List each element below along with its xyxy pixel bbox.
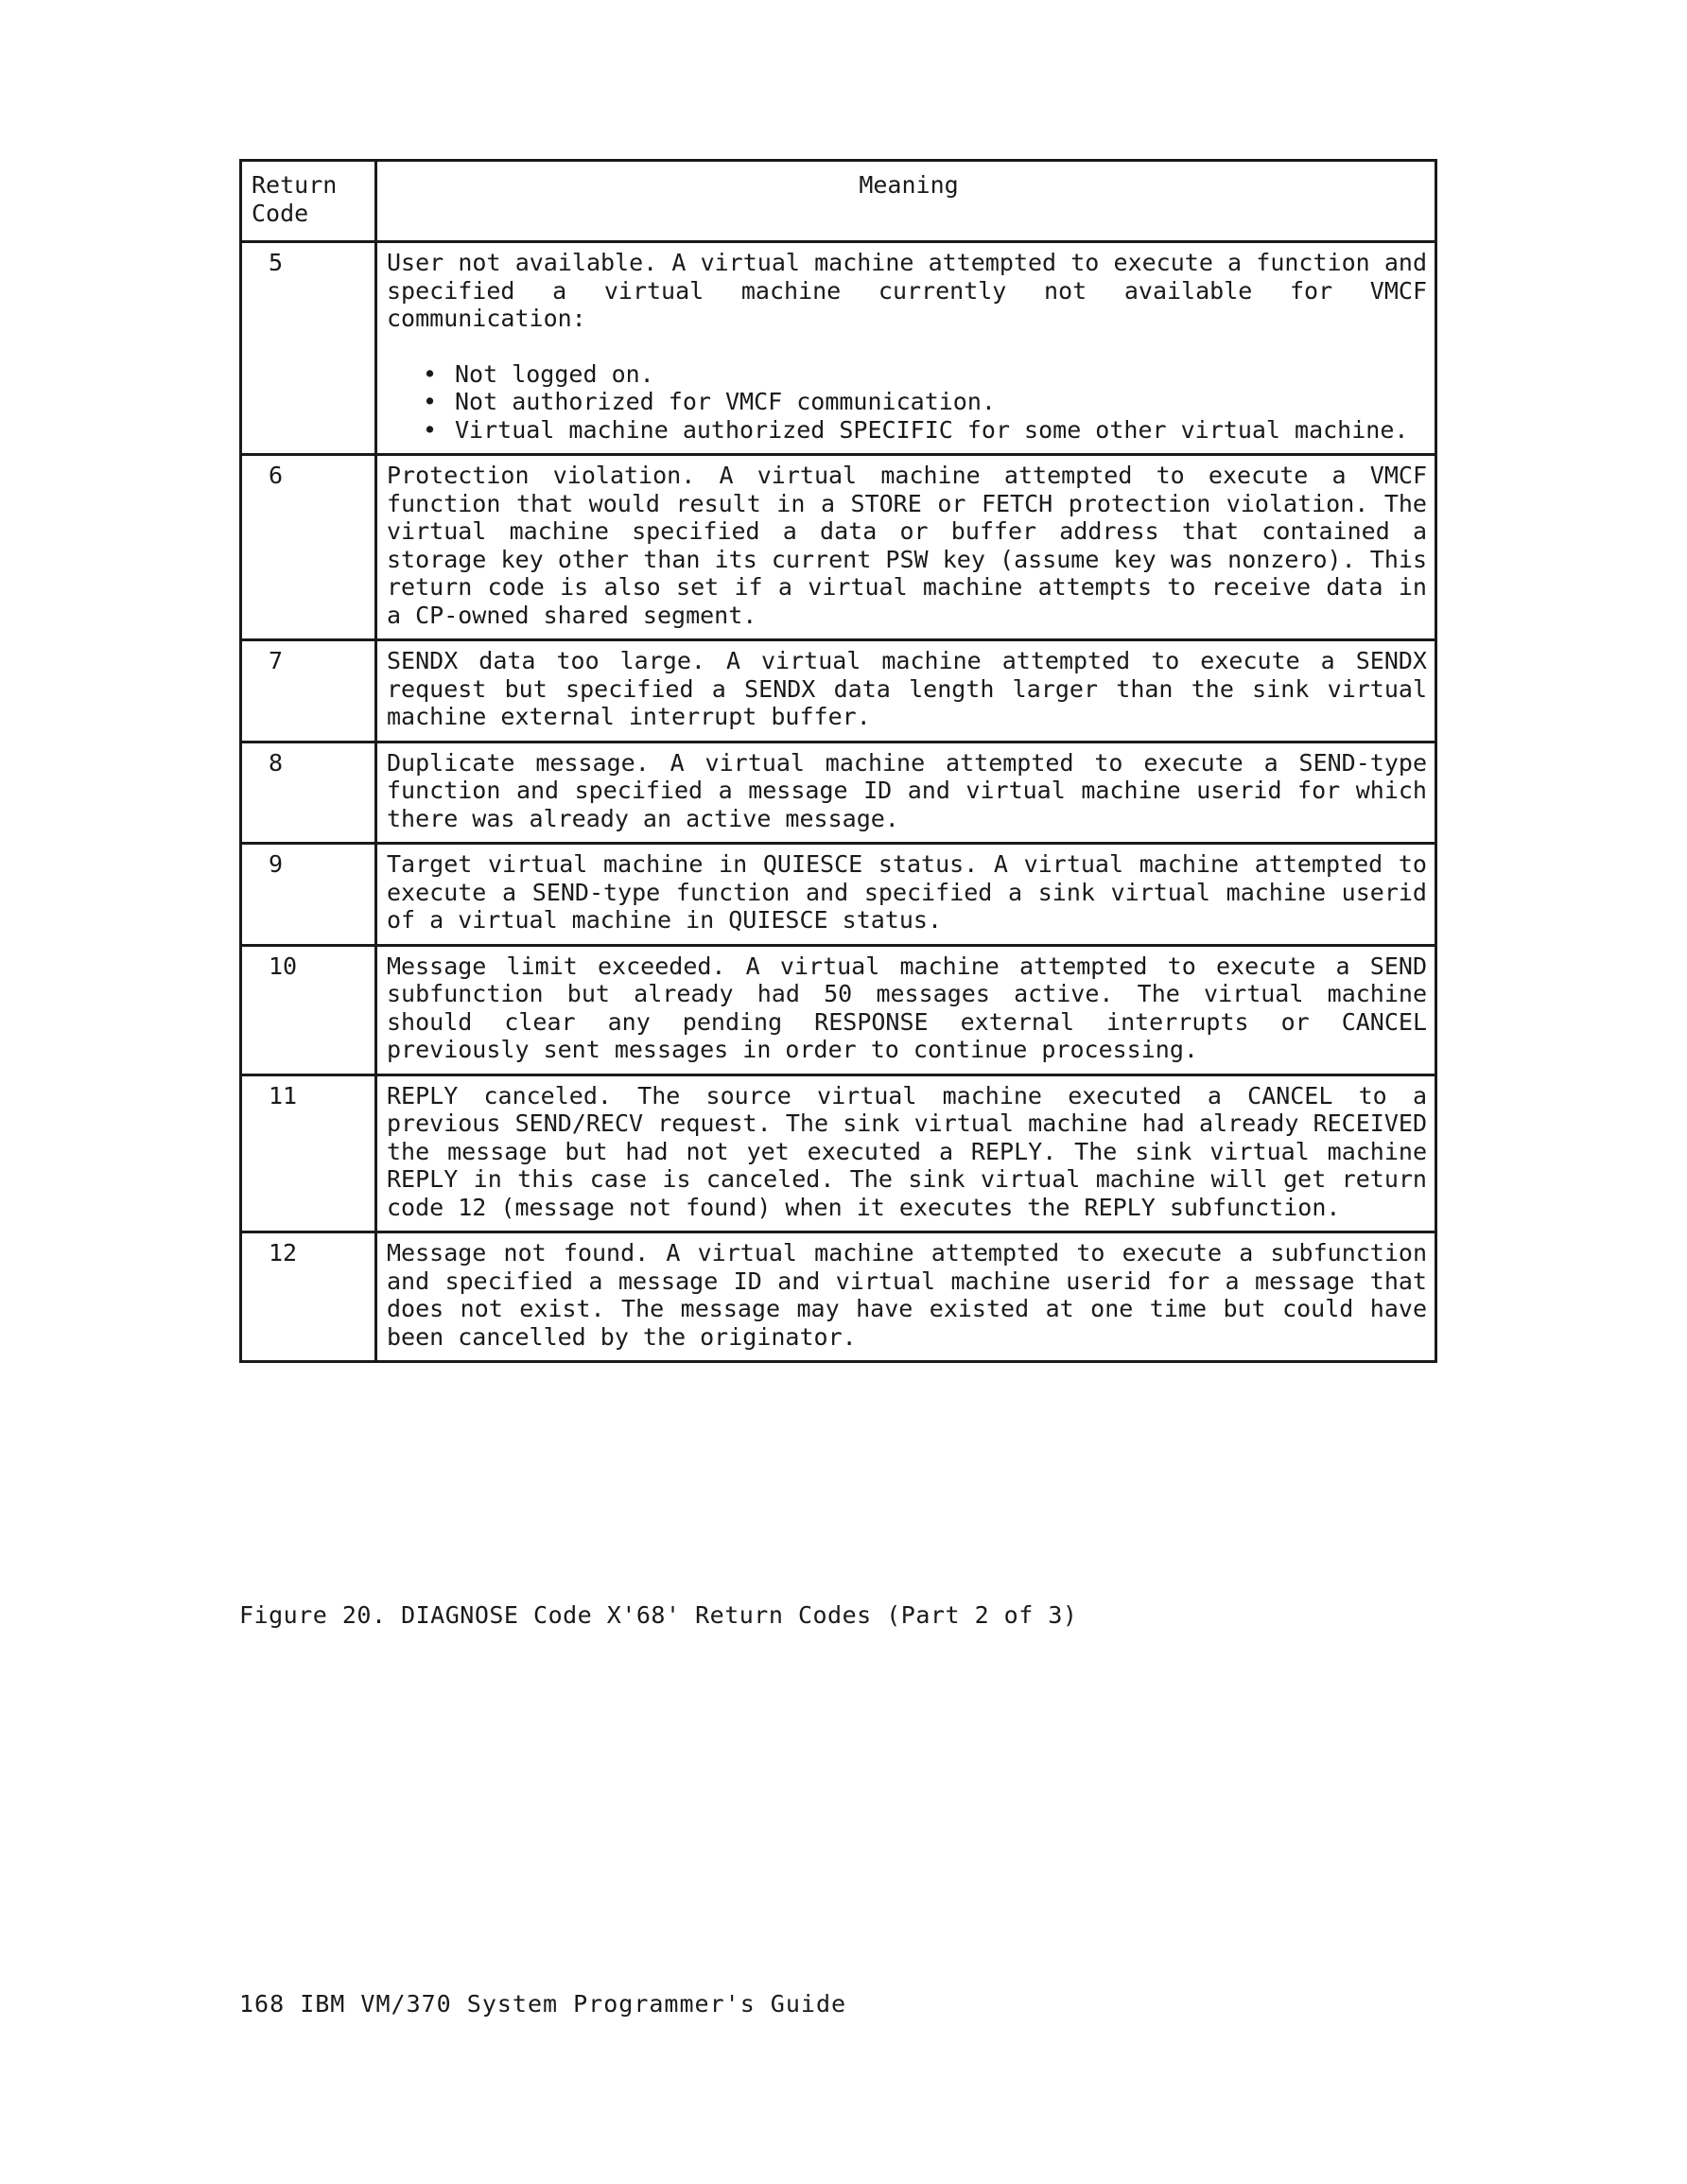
table-row — [241, 1075, 1436, 1232]
meaning-cell: Message not found. A virtual machine attempted to execute a subfunction and specified a message ID and virtual machine userid for a message that does not exist. The message may have existed at one time but could have been cancelled by the originator. — [376, 1232, 1436, 1362]
return-code-cell: 7 — [241, 640, 376, 743]
return-code-cell: 5 — [241, 242, 376, 455]
bullet-item — [423, 359, 1427, 389]
table-row — [241, 1232, 1436, 1362]
meaning-cell: REPLY canceled. The source virtual machine executed a CANCEL to a previous SEND/RECV request. The sink virtual machine had already RECEIVED the message but had not yet executed a REPLY. The sink virtual machine REPLY in this case is canceled. The sink virtual machine will get return code 12 (message not found) when it executes the REPLY subfunction. — [376, 1075, 1436, 1232]
return-code-cell: 10 — [241, 945, 376, 1075]
meaning-column-header: Meaning — [376, 161, 1436, 242]
return-code-column-header: Return Code — [241, 161, 376, 242]
bullet-item — [423, 388, 1427, 416]
meaning-cell: Target virtual machine in QUIESCE status. A virtual machine attempted to execute a SEND-type function and specified a sink virtual machine userid of a virtual machine in QUIESCE status. — [376, 844, 1436, 946]
bullet-icon: • — [423, 388, 438, 415]
return-code-cell: 6 — [241, 455, 376, 640]
bullet-text: Virtual machine authorized SPECIFIC for some other virtual machine. — [455, 415, 1409, 444]
meaning-cell: Protection violation. A virtual machine attempted to execute a VMCF function that would result in a STORE or FETCH protection violation. The virtual machine specified a data or buffer address that contained a storage key other than its current PSW key (assume key was nonzero). This return code is also set if a virtual machine attempts to receive data in a CP-owned shared segment. — [376, 455, 1436, 640]
return-code-cell: 9 — [241, 844, 376, 946]
bullet-icon: • — [423, 415, 438, 444]
return-codes-table — [239, 159, 1437, 1363]
bullet-list — [387, 360, 1427, 445]
return-code-cell: 8 — [241, 742, 376, 844]
table-row — [241, 742, 1436, 844]
table-row — [241, 844, 1436, 946]
table-header-row — [241, 161, 1436, 242]
meaning-cell: Message limit exceeded. A virtual machine attempted to execute a SEND subfunction but already had 50 messages active. The virtual machine should clear any pending RESPONSE external interrupts or CANCEL previously sent messages in order to continue processing. — [376, 945, 1436, 1075]
table-row — [241, 945, 1436, 1075]
bullet-text: Not authorized for VMCF communication. — [455, 388, 996, 415]
meaning-cell: SENDX data too large. A virtual machine attempted to execute a SENDX request but specified a SENDX data length larger than the sink virtual machine external interrupt buffer. — [376, 640, 1436, 743]
meaning-text: User not available. A virtual machine attempted to execute a function and specified a virtual machine currently not available for VMCF communication: — [387, 249, 1427, 332]
bullet-item — [423, 415, 1427, 445]
bullet-icon: • — [423, 359, 438, 388]
meaning-cell — [376, 242, 1436, 455]
table-row — [241, 455, 1436, 640]
bullet-text: Not logged on. — [455, 359, 654, 388]
table-row — [241, 242, 1436, 455]
meaning-cell: Duplicate message. A virtual machine attempted to execute a SEND-type function and specified a message ID and virtual machine userid for which there was already an active message. — [376, 742, 1436, 844]
table-row — [241, 640, 1436, 743]
return-code-cell: 11 — [241, 1075, 376, 1232]
page-footer: 168 IBM VM/370 System Programmer's Guide — [239, 1990, 847, 2018]
return-code-cell: 12 — [241, 1232, 376, 1362]
figure-caption: Figure 20. DIAGNOSE Code X'68' Return Codes (Part 2 of 3) — [239, 1601, 1078, 1629]
